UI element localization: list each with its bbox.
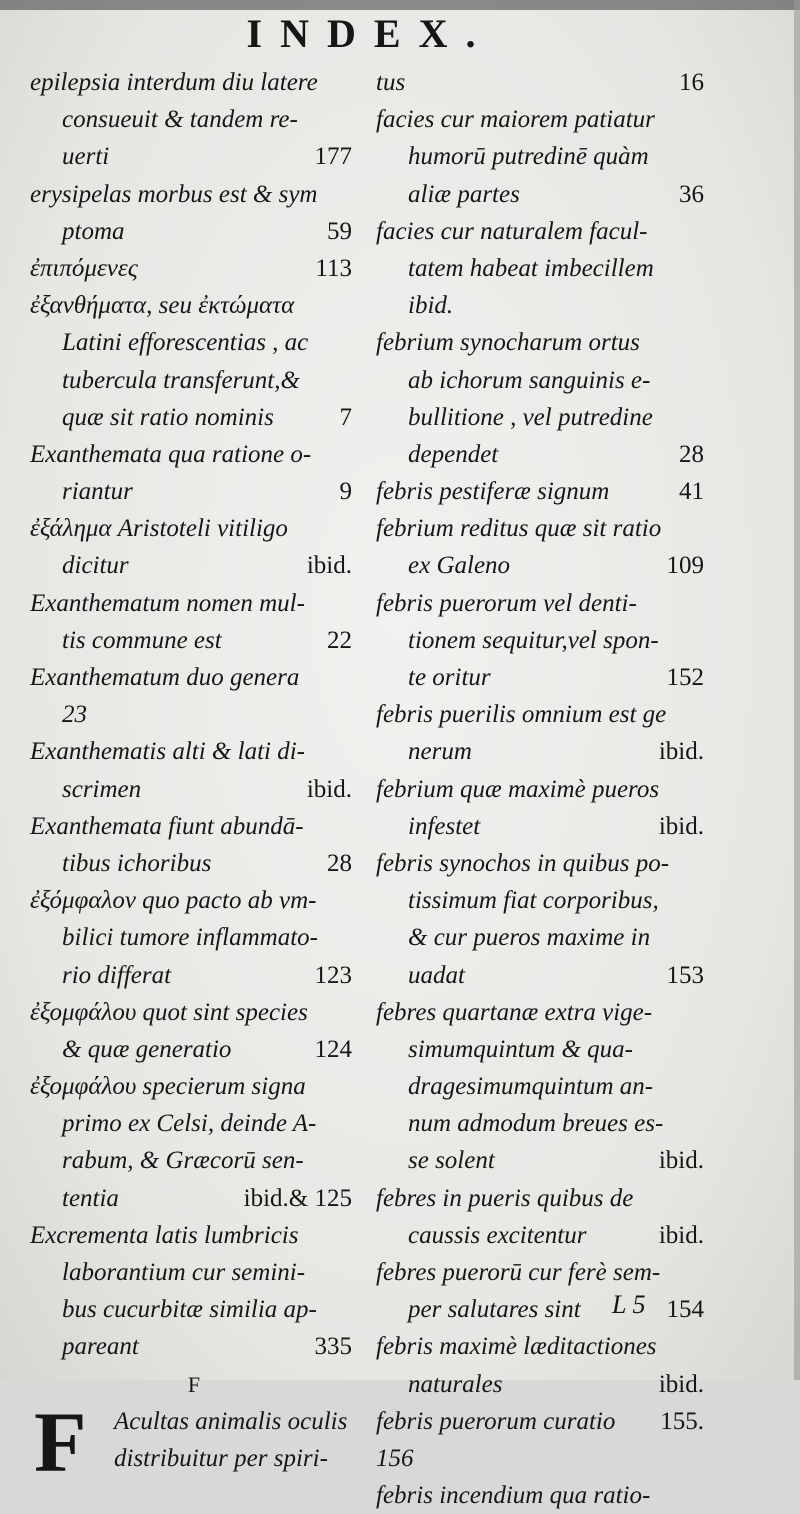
entry-line [376,399,710,436]
entry-line [376,1328,710,1365]
entry-line [30,287,358,324]
index-entry [376,1328,710,1402]
page-reference: 123 [314,961,352,989]
entry-line [30,138,358,175]
page-reference: 155. [660,1407,704,1435]
page-reference: 9 [339,478,352,506]
entry-line [376,101,710,138]
entry-line [376,659,710,696]
index-entry [30,436,358,510]
index-entry [376,1403,710,1440]
page-reference: 28 [679,440,704,468]
page-reference: 7 [339,403,352,431]
entry-text: scrimen [62,775,142,803]
index-entry [376,1440,710,1477]
entry-text: simumquintum & qua- [408,1035,633,1063]
entry-line [30,622,358,659]
entry-line [376,1180,710,1217]
entry-text: naturales [408,1370,503,1398]
entry-line [376,64,710,101]
dropcap-line: distribuitur per spiri- [114,1444,328,1472]
entry-text: febres quartanæ extra vige- [376,998,653,1026]
entry-line [376,845,710,882]
right-entries [376,64,710,1514]
entry-line [30,919,358,956]
entry-text: ἐξανθήματα, seu ἐκτώματα [30,292,295,320]
entry-text: dragesimumquintum an- [408,1073,654,1101]
entry-line [376,473,710,510]
entry-line [376,436,710,473]
entry-line [30,324,358,361]
section-letter: F [187,1371,201,1397]
entry-text: riantur [62,478,133,506]
entry-text: ptoma [62,217,125,245]
entry-text: Exanthematum duo genera [30,664,300,691]
entry-line [30,1254,358,1291]
index-entry [376,1180,710,1254]
entry-text: Exanthemata qua ratione o- [30,440,312,468]
entry-line [376,138,710,175]
entry-line [30,994,358,1031]
entry-text: ἐξόμφαλον quo pacto ab vm- [30,887,317,915]
page-reference: 41 [679,478,704,506]
entry-text: febris pestiferæ signum [376,478,610,506]
entry-text: ab ichorum sanguinis e- [408,366,651,394]
page-reference: ibid. [658,1370,704,1398]
entry-line [376,882,710,919]
entry-line [30,957,358,994]
entry-text: num admodum breues es- [408,1110,664,1138]
entry-text: dicitur [62,552,129,580]
page-reference: 109 [666,552,704,580]
page-reference: 36 [679,180,704,208]
page-reference: 177 [314,143,352,171]
index-entry [376,845,710,994]
scan-edge-right [794,0,800,1380]
entry-line [30,473,358,510]
entry-line [376,287,710,324]
entry-text: febres puerorū cur ferè sem- [376,1259,661,1286]
entry-text: tentia [62,1184,119,1212]
entry-text: humorū putredinē quàm [408,143,649,171]
page-title: INDEX. [246,11,494,56]
index-entry [30,994,358,1068]
dropcap-entry [30,1393,358,1490]
page-reference: ibid. [658,1221,704,1249]
index-entry [30,659,358,733]
index-entry [376,510,710,584]
entry-line [30,213,358,250]
entry-text: nerum [408,738,472,766]
entry-line [30,845,358,882]
entry-line [376,771,710,808]
index-entry [30,250,358,287]
entry-text: Exanthematum nomen mul- [30,589,305,617]
entry-text: tatem habeat imbecillem [408,254,654,282]
entry-line [30,64,358,101]
index-entry [376,64,710,101]
entry-text: tibus ichoribus [62,849,212,877]
entry-line [376,733,710,770]
entry-line [376,1440,710,1477]
entry-line [376,585,710,622]
page-reference: ibid. [658,812,704,840]
entry-text: febrium quæ maximè pueros [376,775,660,803]
left-column [30,64,358,1490]
entry-line [30,771,358,808]
index-entry [376,771,710,845]
entry-line [376,994,710,1031]
entry-text: febres in pueris quibus de [376,1184,634,1212]
entry-line [30,176,358,213]
entry-text: ἐπιπόμενες [30,254,138,282]
entry-text: aliæ partes [408,180,520,208]
entry-text: quæ sit ratio nominis [62,403,274,431]
entry-line [376,1477,710,1514]
entry-line [376,176,710,213]
entry-line [376,957,710,994]
entry-text: tus [376,69,406,96]
entry-text: caussis excitentur [408,1221,587,1249]
index-entry [30,585,358,659]
entry-text: erysipelas morbus est & sym [30,180,318,208]
index-entry [376,473,710,510]
index-entry [376,1254,710,1328]
entry-text: febrium synocharum ortus [376,329,640,357]
entry-line [30,1291,358,1328]
entry-text: bullitione , vel putredine [408,403,653,431]
page-reference: 154 [666,1296,704,1324]
right-column [376,64,710,1514]
entry-text: rio differat [62,961,172,989]
index-entry [30,176,358,250]
entry-text: febris maximè læditactiones [376,1333,657,1361]
entry-line [376,324,710,361]
entry-text: per salutares sint [408,1296,581,1324]
entry-text: febris puerilis omnium est ge [376,701,667,729]
entry-text: febrium reditus quæ sit ratio [376,515,662,543]
entry-text: rabum, & Græcorū sen- [62,1147,304,1175]
dropcap-letter: F [34,1393,87,1490]
entry-text: laborantium cur semini- [62,1259,306,1286]
entry-text: pareant [62,1333,139,1361]
entry-line [30,436,358,473]
entry-line [376,696,710,733]
index-entry [376,213,710,325]
entry-text: bilici tumore inflammato- [62,924,318,952]
entry-line [30,510,358,547]
entry-text: 23 [62,701,87,729]
entry-line [376,1366,710,1403]
entry-line [376,919,710,956]
entry-text: Exanthematis alti & lati di- [30,738,305,766]
entry-line [376,547,710,584]
entry-text: Exanthemata fiunt abundā- [30,812,304,840]
page-reference: 22 [327,626,352,654]
index-entry [376,101,710,213]
entry-line [30,808,358,845]
index-entry [30,287,358,436]
entry-text: tionem sequitur,vel spon- [408,626,659,654]
entry-text: ex Galeno [408,552,511,580]
page-reference: ibid. [658,738,704,766]
index-entry [30,64,358,176]
entry-text: infestet [408,812,481,840]
entry-text: & quæ generatio [62,1035,232,1063]
page-reference: 124 [314,1035,352,1063]
index-entry [30,1068,358,1217]
scan-edge-top [0,0,800,10]
entry-text: & cur pueros maxime in [408,924,651,952]
left-entries [30,64,358,1366]
page-reference: 152 [666,664,704,691]
entry-line [376,622,710,659]
entry-line [30,1031,358,1068]
entry-line [30,1068,358,1105]
index-entry [376,696,710,770]
entry-line [30,1180,358,1217]
entry-text: febris synochos in quibus po- [376,849,670,877]
dropcap-line: Acultas animalis oculis [114,1407,348,1435]
entry-line [376,1068,710,1105]
entry-line [376,808,710,845]
entry-line [30,696,358,733]
entry-text: ἐξάλημα Aristoteli vitiligo [30,515,288,543]
entry-line [30,547,358,584]
page-reference: 153 [666,961,704,989]
entry-line [30,250,358,287]
entry-text: facies cur naturalem facul- [376,217,648,245]
entry-text: dependet [408,440,499,468]
entry-text: febris puerorum vel denti- [376,589,637,617]
entry-line [376,362,710,399]
entry-text: se solent [408,1147,495,1175]
entry-line [30,1142,358,1179]
index-entry [376,585,710,697]
page-reference: 16 [679,69,704,96]
entry-line [30,1105,358,1142]
entry-line [30,1217,358,1254]
entry-line [30,362,358,399]
entry-line [30,1328,358,1365]
entry-text: epilepsia interdum diu latere [30,69,318,96]
entry-line [376,1254,710,1291]
index-entry [376,994,710,1180]
page-reference: 28 [327,849,352,877]
entry-line [30,585,358,622]
dropcap-text [114,1403,374,1477]
entry-line [376,1142,710,1179]
page-reference: 335 [314,1333,352,1361]
index-entry [30,1217,358,1366]
entry-text: te oritur [408,664,491,691]
entry-text: facies cur maiorem patiatur [376,106,655,134]
entry-text: Latini efforescentias , ac [62,329,309,357]
index-entry [30,808,358,882]
entry-text: uerti [62,143,110,171]
entry-line [30,733,358,770]
entry-text: ἐξομφάλου specierum signa [30,1073,306,1101]
entry-text: consueuit & tandem re- [62,106,298,134]
signature-mark: L 5 [612,1290,646,1319]
entry-text: tubercula transferunt,& [62,366,300,394]
entry-line [376,1217,710,1254]
entry-line [376,1031,710,1068]
page-reference: ibid. [306,552,352,580]
page-reference: ibid. [306,775,352,803]
entry-text: 156 [376,1444,414,1472]
entry-text: uadat [408,961,465,989]
entry-text: primo ex Celsi, deinde A- [62,1110,317,1138]
entry-line [30,101,358,138]
page-reference: ibid. [658,1147,704,1175]
entry-text: Excrementa latis lumbricis [30,1221,299,1249]
index-entry [376,1477,710,1514]
entry-text: ibid. [408,292,454,320]
index-entry [30,510,358,584]
entry-line [376,1105,710,1142]
entry-text: ἐξομφάλου quot sint species [30,998,308,1026]
entry-text: tis commune est [62,626,222,654]
index-entry [376,324,710,473]
entry-text: bus cucurbitæ similia ap- [62,1296,317,1324]
entry-text: febris incendium qua ratio- [376,1482,651,1510]
index-entry [30,733,358,807]
entry-text: febris puerorum curatio [376,1407,616,1435]
entry-line [376,1403,710,1440]
index-entry [30,882,358,994]
page-reference: 113 [315,254,352,282]
page-reference: ibid.& 125 [243,1184,352,1212]
entry-line [376,510,710,547]
entry-line [30,882,358,919]
entry-line [30,659,358,696]
entry-line [376,213,710,250]
entry-line [376,250,710,287]
entry-line [30,399,358,436]
page-reference: 59 [327,217,352,245]
entry-line [376,1291,710,1328]
entry-text: tissimum fiat corporibus, [408,887,659,915]
